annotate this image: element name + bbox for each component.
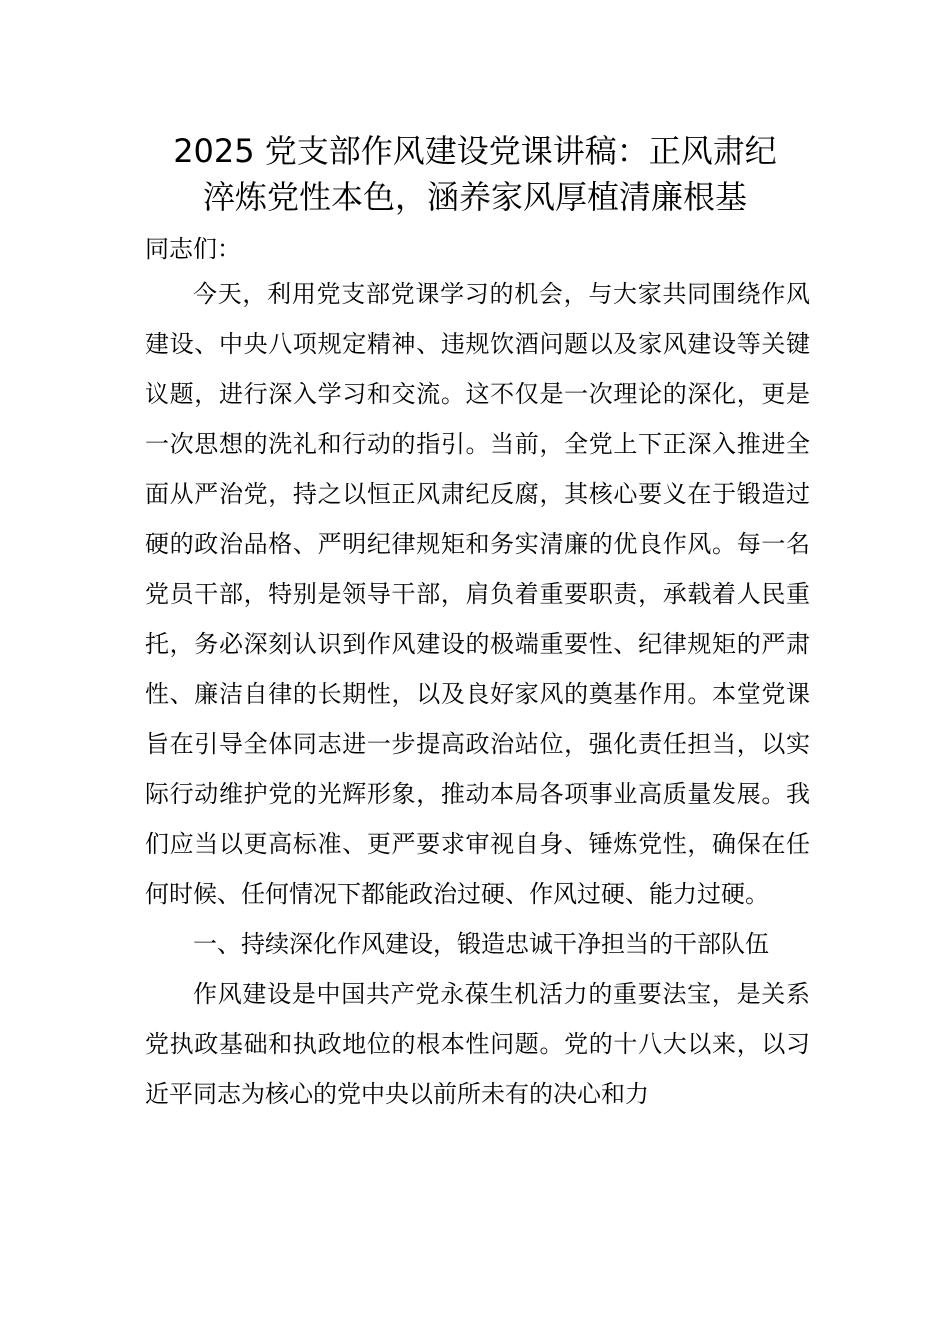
section-heading-1: 一、持续深化作风建设，锻造忠诚干净担当的干部队伍 — [193, 930, 769, 958]
title-line-2: 淬炼党性本色，涵养家风厚植清廉根基 — [202, 178, 747, 216]
document-body — [145, 229, 810, 1119]
paragraph-section-1: 作风建设是中国共产党永葆生机活力的重要法宝，是关系党执政基础和执政地位的根本性问题。党的十八大以来，以习近平同志为核心的党中央以前所未有的决心和力 — [145, 980, 810, 1108]
document-title — [120, 128, 830, 220]
salutation: 同志们： — [145, 235, 241, 263]
title-line-1: 2025 党支部作风建设党课讲稿：正风肃纪 — [173, 132, 777, 170]
paragraph-intro: 今天，利用党支部党课学习的机会，与大家共同围绕作风建设、中央八项规定精神、违规饮酒问题以及家风建设等关键议题，进行深入学习和交流。这不仅是一次理论的深化，更是一次思想的洗礼和行动的指引。当前，全党上下正深入推进全面从严治党，持之以恒正风肃纪反腐，其核心要义在于锻造过硬的政治品格、严明纪律规矩和务实清廉的优良作风。每一名党员干部，特别是领导干部，肩负着重要职责，承载着人民重托，务必深刻认识到作风建设的极端重要性、纪律规矩的严肃性、廉洁自律的长期性，以及良好家风的奠基作用。本堂党课旨在引导全体同志进一步提高政治站位，强化责任担当，以实际行动维护党的光辉形象，推动本局各项事业高质量发展。我们应当以更高标准、更严要求审视自身、锤炼党性，确保在任何时候、任何情况下都能政治过硬、作风过硬、能力过硬。 — [145, 280, 810, 908]
